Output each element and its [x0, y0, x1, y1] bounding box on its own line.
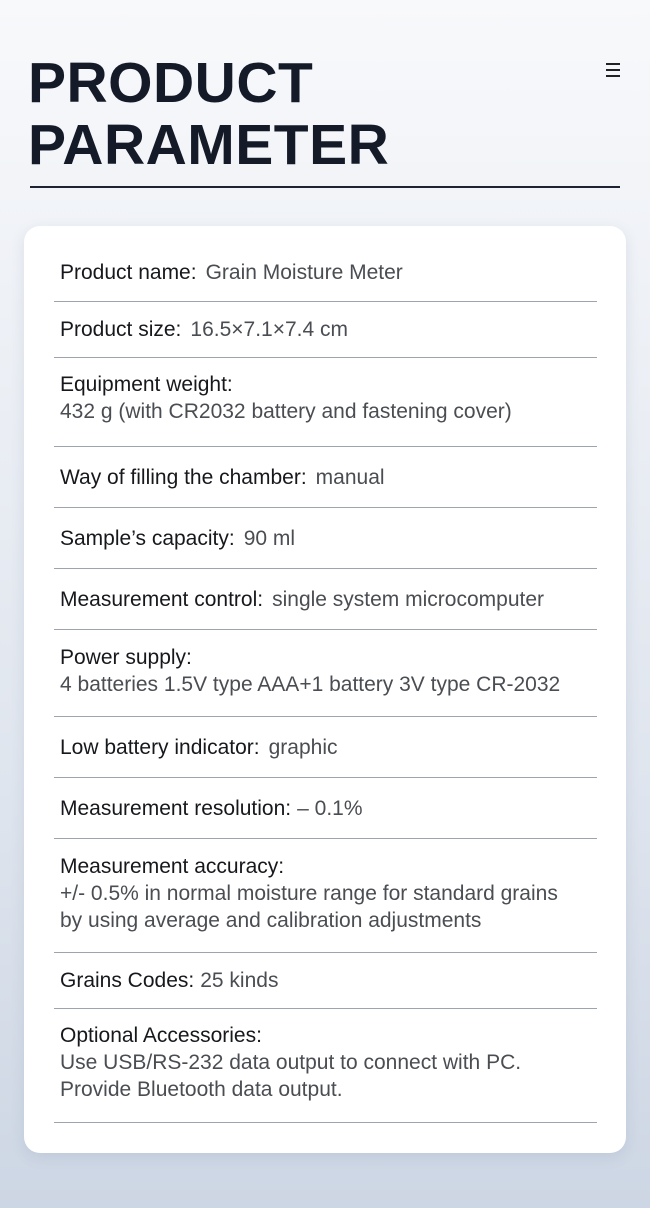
param-value: Grain Moisture Meter: [205, 261, 403, 284]
param-label: Measurement accuracy:: [60, 855, 285, 878]
param-row-measurement-accuracy: [54, 839, 597, 953]
param-label: Sample’s capacity:: [60, 526, 235, 550]
param-value: 432 g (with CR2032 battery and fastening cover): [60, 400, 512, 423]
param-value: – 0.1%: [297, 796, 363, 820]
page-title-line-2: PARAMETER: [28, 113, 390, 177]
param-row-sample-capacity: [54, 508, 597, 569]
param-row-optional-accessories: [54, 1009, 597, 1123]
param-row-filling-way: [54, 447, 597, 508]
page-title-line-1: PRODUCT: [28, 51, 314, 115]
param-label: Product name:: [60, 261, 197, 284]
param-row-low-battery-indicator: [54, 717, 597, 778]
param-label: Measurement resolution:: [60, 796, 292, 820]
param-label: Power supply:: [60, 646, 192, 669]
parameter-card: [24, 226, 626, 1153]
param-label: Optional Accessories:: [60, 1024, 262, 1047]
param-row-grains-codes: [54, 953, 597, 1009]
param-value: 90 ml: [243, 526, 296, 550]
param-row-measurement-control: [54, 569, 597, 630]
param-value: graphic: [268, 735, 338, 759]
param-row-product-name: [54, 244, 597, 302]
page-title: [28, 52, 389, 176]
title-divider: [30, 186, 620, 188]
hamburger-menu-icon[interactable]: [606, 62, 620, 78]
param-label: Equipment weight:: [60, 373, 233, 396]
param-label: Grains Codes:: [60, 969, 195, 992]
param-label: Measurement control:: [60, 587, 264, 611]
param-value: single system microcomputer: [272, 587, 545, 611]
param-value: Use USB/RS-232 data output to connect with PC. Provide Bluetooth data output.: [60, 1051, 522, 1101]
param-row-power-supply: [54, 630, 597, 717]
param-row-product-size: [54, 302, 597, 358]
param-value: 4 batteries 1.5V type AAA+1 battery 3V type CR-2032: [60, 673, 561, 696]
param-value: +/- 0.5% in normal moisture range for standard grains by using average and calibration adjustments: [60, 882, 558, 932]
param-label: Way of filling the chamber:: [60, 465, 307, 489]
param-value: 16.5×7.1×7.4 cm: [190, 318, 349, 341]
param-label: Product size:: [60, 318, 182, 341]
param-row-measurement-resolution: [54, 778, 597, 839]
param-row-equipment-weight: [54, 358, 597, 447]
parameter-list: [54, 244, 597, 1123]
param-value: 25 kinds: [200, 969, 279, 992]
param-value: manual: [315, 465, 385, 489]
param-label: Low battery indicator:: [60, 735, 260, 759]
